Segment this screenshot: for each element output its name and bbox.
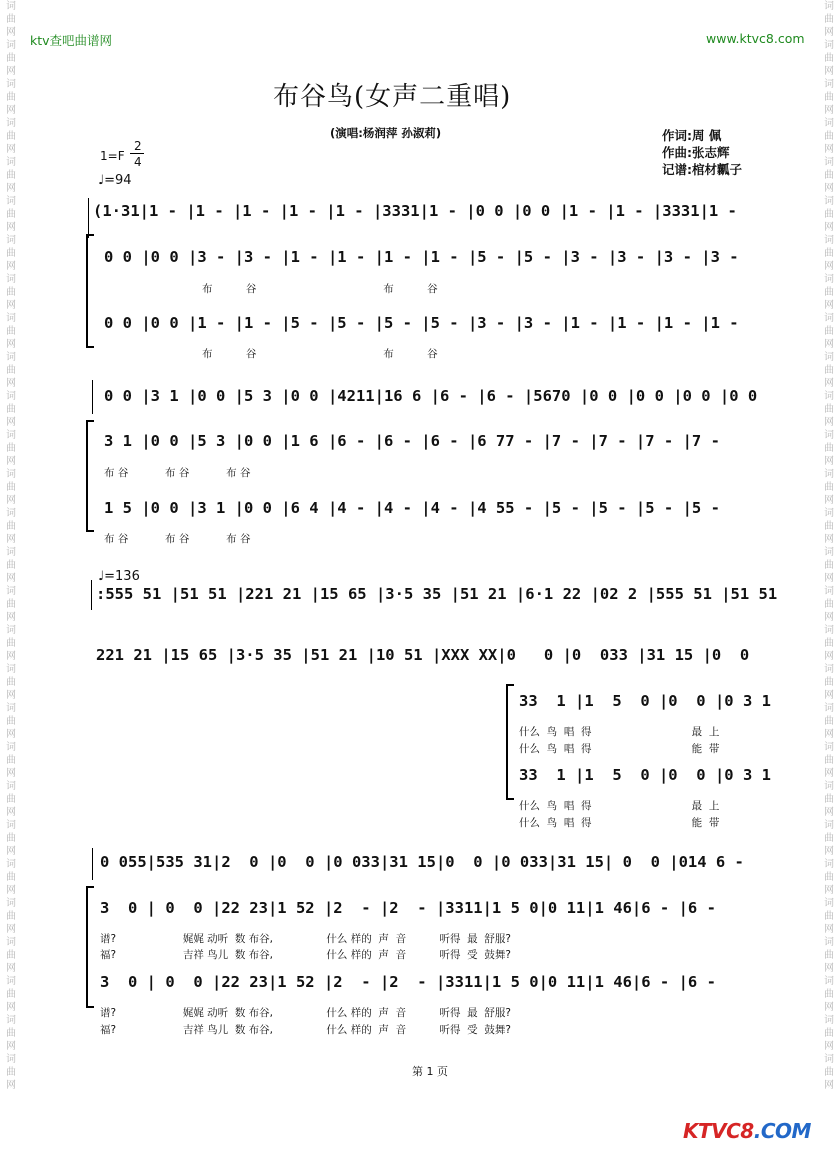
system4-brace [506,684,514,800]
system2-line2: 3 1 |0 0 |5 3 |0 0 |1 6 |6 - |6 - |6 - |6 77 - |7 - |7 - |7 - |7 - [104,432,720,450]
system5-line2: 3 0 | 0 0 |22 23|1 52 |2 - |2 - |3311|1 5 0|0 11|1 46|6 - |6 - [100,899,716,917]
site-name-link[interactable]: ktv查吧曲谱网 [30,33,113,48]
site-logo [683,1119,811,1143]
system4-lyric3a: 什么 鸟 唱 得 最 上 [519,800,720,812]
transcriber-credit: 记谱:棺材瓤子 [662,162,742,177]
system1-line3: 0 0 |0 0 |1 - |1 - |5 - |5 - |5 - |5 - |3 - |3 - |1 - |1 - |1 - |1 - [104,314,739,332]
system2-lyric3: 布 谷 布 谷 布 谷 [104,533,251,545]
system3-line1: :555 51 |51 51 |221 21 |15 65 |3·5 35 |51 21 |6·1 22 |02 2 |555 51 |51 51 [96,585,778,603]
system1-lyric3: 布 谷 布 谷 [202,348,438,360]
system5-barline-start [92,848,93,880]
performers: (演唱:杨润萍 孙淑莉) [330,126,442,140]
right-watermark-column: 词曲网词曲网词曲网词曲网词曲网词曲网词曲网词曲网词曲网词曲网词曲网词曲网词曲网词曲网词曲网词曲网词曲网词曲网词曲网词曲网词曲网词曲网词曲网词曲网词曲网词曲网词曲网词曲网 [824,1,834,1091]
system1-lyric2: 布 谷 布 谷 [202,283,438,295]
system3-repeat-bar [91,580,92,610]
system5-brace [86,886,94,1008]
system5-lyric3a: 谱? 娓娓 动听 数 布谷, 什么 样的 声 音 听得 最 舒服? [100,1007,511,1019]
system4-line3: 33 1 |1 5 0 |0 0 |0 3 1 [519,766,771,784]
left-watermark-column: 词曲网词曲网词曲网词曲网词曲网词曲网词曲网词曲网词曲网词曲网词曲网词曲网词曲网词曲网词曲网词曲网词曲网词曲网词曲网词曲网词曲网词曲网词曲网词曲网词曲网词曲网词曲网词曲网 [6,1,16,1091]
tempo-marking-2: ♩=136 [98,569,140,584]
system5-lyric2a: 谱? 娓娓 动听 数 布谷, 什么 样的 声 音 听得 最 舒服? [100,933,511,945]
logo-red-part: KTVC8 [683,1119,754,1143]
system4-lyric2b: 什么 鸟 唱 得 能 带 [519,743,720,755]
time-signature-bar [130,153,144,154]
system2-line3: 1 5 |0 0 |3 1 |0 0 |6 4 |4 - |4 - |4 - |4 55 - |5 - |5 - |5 - |5 - [104,499,720,517]
system2-line1: 0 0 |3 1 |0 0 |5 3 |0 0 |4211|16 6 |6 - |6 - |5670 |0 0 |0 0 |0 0 |0 0 [104,387,758,405]
lyricist-credit: 作词:周 佩 [662,128,722,143]
system1-line1: (1·31|1 - |1 - |1 - |1 - |1 - |3331|1 - |0 0 |0 0 |1 - |1 - |3331|1 - [93,202,737,220]
system2-barline-start [92,380,93,414]
site-url-link[interactable]: www.ktvc8.com [706,31,805,46]
time-signature-top: 2 [134,139,142,153]
system4-lyric3b: 什么 鸟 唱 得 能 带 [519,817,720,829]
system5-line1: 0 055|535 31|2 0 |0 0 |0 033|31 15|0 0 |0 033|31 15| 0 0 |014 6 - [100,853,744,871]
logo-blue-part: .COM [753,1119,811,1143]
system1-barline-start [88,198,89,238]
composer-credit: 作曲:张志辉 [662,145,730,160]
time-signature-bottom: 4 [134,155,142,169]
system1-line2: 0 0 |0 0 |3 - |3 - |1 - |1 - |1 - |1 - |5 - |5 - |3 - |3 - |3 - |3 - [104,248,739,266]
system5-lyric3b: 福? 吉祥 鸟儿 数 布谷, 什么 样的 声 音 听得 受 鼓舞? [100,1024,511,1036]
key-signature: 1=F [100,149,125,163]
system4-lyric2a: 什么 鸟 唱 得 最 上 [519,726,720,738]
page-number: 第 1 页 [412,1065,448,1078]
system2-lyric2: 布 谷 布 谷 布 谷 [104,467,251,479]
system4-line1: 221 21 |15 65 |3·5 35 |51 21 |10 51 |XXX XX|0 0 |0 033 |31 15 |0 0 [96,646,750,664]
system5-line3: 3 0 | 0 0 |22 23|1 52 |2 - |2 - |3311|1 5 0|0 11|1 46|6 - |6 - [100,973,716,991]
system4-line2: 33 1 |1 5 0 |0 0 |0 3 1 [519,692,771,710]
tempo-marking-1: ♩=94 [98,173,132,188]
system1-brace [86,234,94,348]
system2-brace [86,420,94,532]
system5-lyric2b: 福? 吉祥 鸟儿 数 布谷, 什么 样的 声 音 听得 受 鼓舞? [100,949,511,961]
page-title: 布谷鸟(女声二重唱) [273,82,512,112]
